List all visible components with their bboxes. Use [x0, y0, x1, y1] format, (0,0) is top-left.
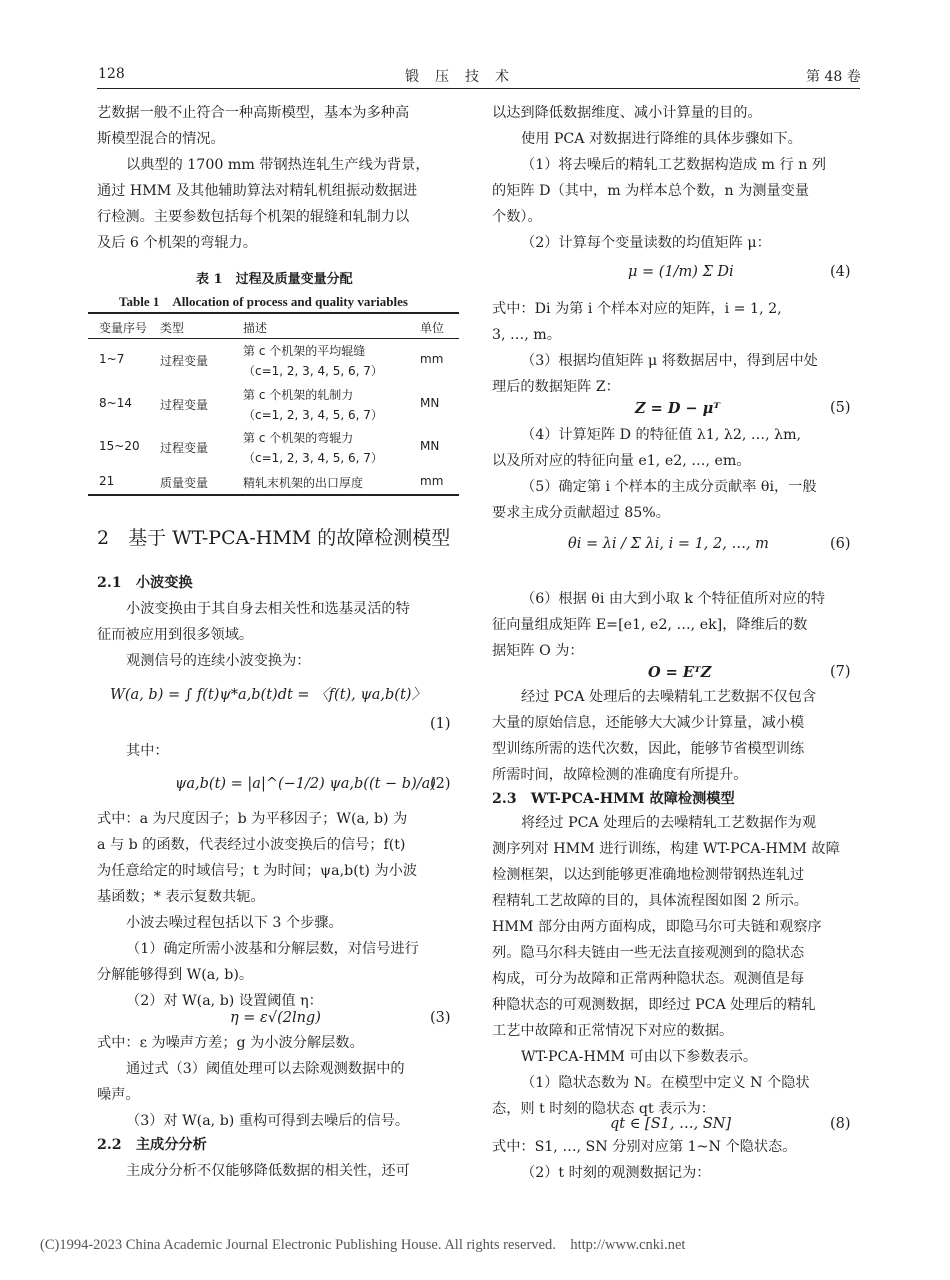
- text-line: 要求主成分贡献超过 85%。: [492, 505, 670, 521]
- table-cell: （c=1, 2, 3, 4, 5, 6, 7）: [243, 408, 383, 422]
- text-line: （1）隐状态数为 N。在模型中定义 N 个隐状: [521, 1075, 810, 1091]
- table-header: 单位: [420, 321, 445, 335]
- equation-number: (8): [830, 1116, 851, 1132]
- text-line: 基函数；* 表示复数共轭。: [97, 889, 265, 905]
- text-line: 所需时间，故障检测的准确度有所提升。: [492, 767, 748, 783]
- text-line: 列。隐马尔科夫链由一些无法直接观测到的隐状态: [492, 945, 805, 961]
- text-line: （1）确定所需小波基和分解层数，对信号进行: [126, 941, 419, 957]
- equation: Z = D − μᵀ: [635, 400, 721, 417]
- text-line: 式中：a 为尺度因子；b 为平移因子；W(a, b) 为: [97, 811, 408, 827]
- text-line: 3, …, m。: [492, 327, 561, 343]
- text-line: 理后的数据矩阵 Z：: [492, 379, 620, 395]
- text-line: 态，则 t 时刻的隐状态 qt 表示为：: [492, 1101, 715, 1117]
- table-header: 描述: [243, 321, 268, 335]
- text-line: 艺数据一般不止符合一种高斯模型，基本为多种高: [97, 105, 410, 121]
- equation-number: (4): [830, 264, 851, 280]
- text-line: 式中：ε 为噪声方差；g 为小波分解层数。: [97, 1035, 364, 1051]
- table-top-rule: [88, 312, 459, 314]
- copyright-footer: (C)1994-2023 China Academic Journal Electronic Publishing House. All rights reserved. http://www.cnki.net: [40, 1237, 686, 1253]
- table-cell: （c=1, 2, 3, 4, 5, 6, 7）: [243, 451, 383, 465]
- subsection-heading: 2.1 小波变换: [97, 575, 193, 591]
- text-line: 斯模型混合的情况。: [97, 131, 225, 147]
- text-line: 征而被应用到很多领域。: [97, 627, 254, 643]
- equation-number: (1): [430, 716, 451, 732]
- table-cell: 精轧末机架的出口厚度: [243, 476, 364, 490]
- text-line: （2）对 W(a, b) 设置阈值 η：: [126, 993, 323, 1009]
- text-line: HMM 部分由两方面构成，即隐马尔可夫链和观察序: [492, 919, 822, 935]
- text-line: 小波变换由于其自身去相关性和选基灵活的特: [126, 601, 410, 617]
- equation: ψa,b(t) = |a|^(−1/2) ψa,b((t − b)/a): [175, 776, 436, 792]
- text-line: 种隐状态的可观测数据，即经过 PCA 处理后的精轧: [492, 997, 816, 1013]
- table-cell: MN: [420, 396, 440, 410]
- section-heading: 2 基于 WT-PCA-HMM 的故障检测模型: [97, 527, 451, 549]
- text-line: 以达到降低数据维度、减小计算量的目的。: [492, 105, 762, 121]
- table-title-en: Table 1 Allocation of process and quality variables: [119, 294, 408, 309]
- table-cell: 8~14: [99, 396, 132, 410]
- text-line: 式中：Di 为第 i 个样本对应的矩阵，i = 1, 2,: [492, 301, 782, 317]
- equation-number: (2): [430, 776, 451, 792]
- table-cell: MN: [420, 439, 440, 453]
- text-line: 行检测。主要参数包括每个机架的辊缝和轧制力以: [97, 209, 410, 225]
- text-line: 程精轧工艺故障的目的，具体流程图如图 2 所示。: [492, 893, 808, 909]
- text-line: 小波去噪过程包括以下 3 个步骤。: [126, 915, 343, 931]
- text-line: 测序列对 HMM 进行训练，构建 WT-PCA-HMM 故障: [492, 841, 840, 857]
- text-line: （3）对 W(a, b) 重构可得到去噪后的信号。: [126, 1113, 410, 1129]
- text-line: 式中：S1, …, SN 分别对应第 1~N 个隐状态。: [492, 1139, 797, 1155]
- table-bottom-rule: [88, 494, 459, 496]
- equation: η = ε√(2lng): [230, 1010, 321, 1026]
- text-line: 个数）。: [492, 209, 542, 225]
- text-line: 其中：: [126, 743, 169, 759]
- text-line: 噪声。: [97, 1087, 140, 1103]
- text-line: 以及所对应的特征向量 e1, e2, …, em。: [492, 453, 751, 469]
- text-line: 型训练所需的迭代次数，因此，能够节省模型训练: [492, 741, 805, 757]
- equation: θi = λi / Σ λi, i = 1, 2, …, m: [568, 536, 769, 552]
- text-line: 以典型的 1700 mm 带钢热连轧生产线为背景，: [126, 157, 430, 173]
- text-line: （6）根据 θi 由大到小取 k 个特征值所对应的特: [521, 591, 826, 607]
- table-cell: 质量变量: [160, 476, 209, 490]
- equation-number: (7): [830, 664, 851, 680]
- table-cell: mm: [420, 474, 444, 488]
- text-line: （2）计算每个变量读数的均值矩阵 μ：: [521, 235, 771, 251]
- text-line: 构成，可分为故障和正常两种隐状态。观测值是每: [492, 971, 805, 987]
- text-line: （1）将去噪后的精轧工艺数据构造成 m 行 n 列: [521, 157, 827, 173]
- text-line: 的矩阵 D（其中，m 为样本总个数，n 为测量变量: [492, 183, 810, 199]
- equation-number: (5): [830, 400, 851, 416]
- table-title-cn: 表 1 过程及质量变量分配: [196, 272, 353, 287]
- text-line: 使用 PCA 对数据进行降维的具体步骤如下。: [521, 131, 802, 147]
- equation-number: (6): [830, 536, 851, 552]
- subsection-heading: 2.3 WT-PCA-HMM 故障检测模型: [492, 791, 735, 807]
- table-cell: 1~7: [99, 352, 125, 366]
- text-line: 通过 HMM 及其他辅助算法对精轧机组振动数据进: [97, 183, 418, 199]
- text-line: 经过 PCA 处理后的去噪精轧工艺数据不仅包含: [521, 689, 817, 705]
- text-line: 征向量组成矩阵 E=[e1, e2, …, ek]，降维后的数: [492, 617, 808, 633]
- subsection-heading: 2.2 主成分分析: [97, 1137, 207, 1153]
- equation: μ = (1/m) Σ Di: [628, 264, 734, 280]
- table-header: 类型: [160, 321, 185, 335]
- table-cell: mm: [420, 352, 444, 366]
- table-cell: （c=1, 2, 3, 4, 5, 6, 7）: [243, 364, 383, 378]
- page-number: 128: [98, 66, 125, 82]
- table-cell: 第 c 个机架的轧制力: [243, 388, 354, 402]
- equation-number: (3): [430, 1010, 451, 1026]
- journal-title: 锻 压 技 术: [405, 69, 510, 85]
- text-line: （5）确定第 i 个样本的主成分贡献率 θi，一般: [521, 479, 817, 495]
- text-line: 及后 6 个机架的弯辊力。: [97, 235, 257, 251]
- text-line: 观测信号的连续小波变换为：: [126, 653, 311, 669]
- volume-label: 第 48 卷: [806, 69, 861, 85]
- text-line: 主成分分析不仅能够降低数据的相关性，还可: [126, 1163, 410, 1179]
- text-line: 大量的原始信息，还能够大大减少计算量，减小模: [492, 715, 805, 731]
- table-cell: 过程变量: [160, 441, 209, 455]
- equation: W(a, b) = ∫ f(t)ψ*a,b(t)dt = 〈f(t), ψa,b(t)〉: [110, 687, 426, 703]
- table-cell: 15~20: [99, 439, 140, 453]
- table-cell: 过程变量: [160, 398, 209, 412]
- table-cell: 第 c 个机架的平均辊缝: [243, 344, 366, 358]
- text-line: WT-PCA-HMM 可由以下参数表示。: [521, 1049, 758, 1065]
- text-line: （4）计算矩阵 D 的特征值 λ1, λ2, …, λm,: [521, 427, 802, 443]
- text-line: 将经过 PCA 处理后的去噪精轧工艺数据作为观: [521, 815, 817, 831]
- table-header: 变量序号: [99, 321, 148, 335]
- table-header-rule: [88, 338, 459, 339]
- text-line: 检测框架，以达到能够更准确地检测带钢热连轧过: [492, 867, 805, 883]
- equation: O = EᵀZ: [648, 664, 712, 681]
- text-line: 据矩阵 O 为：: [492, 643, 584, 659]
- table-cell: 过程变量: [160, 354, 209, 368]
- header-rule: [97, 88, 860, 89]
- table-cell: 21: [99, 474, 115, 488]
- text-line: 为任意给定的时域信号；t 为时间；ψa,b(t) 为小波: [97, 863, 418, 879]
- text-line: 工艺中故障和正常情况下对应的数据。: [492, 1023, 734, 1039]
- text-line: a 与 b 的函数，代表经过小波变换后的信号；f(t): [97, 837, 406, 853]
- text-line: （3）根据均值矩阵 μ 将数据居中，得到居中处: [521, 353, 818, 369]
- text-line: 通过式（3）阈值处理可以去除观测数据中的: [126, 1061, 405, 1077]
- text-line: 分解能够得到 W(a, b)。: [97, 967, 254, 983]
- text-line: （2）t 时刻的观测数据记为：: [521, 1165, 711, 1181]
- equation: qt ∈ [S1, …, SN]: [610, 1116, 732, 1132]
- table-cell: 第 c 个机架的弯辊力: [243, 431, 354, 445]
